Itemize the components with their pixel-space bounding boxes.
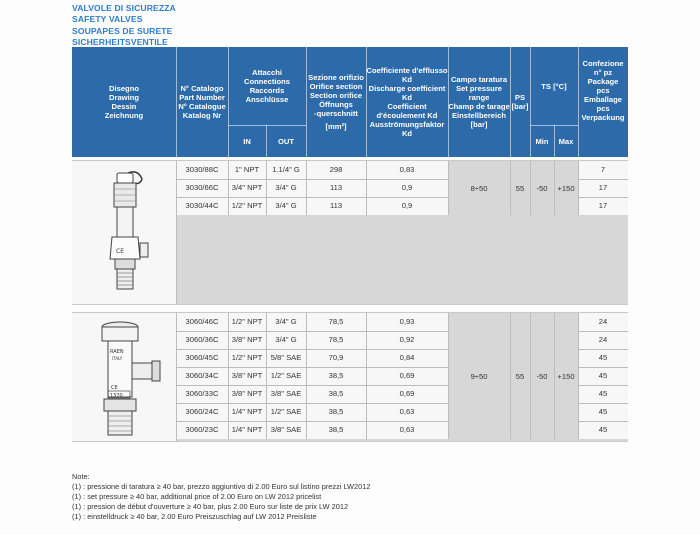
header-drawing: Disegno Drawing Dessin Zeichnung — [104, 84, 144, 120]
title-fr: SOUPAPES DE SURETE — [72, 25, 173, 36]
cell-in: 3/8" NPT — [231, 335, 263, 344]
title-en: SAFETY VALVES — [72, 14, 143, 25]
cell-code: 3030/88C — [185, 165, 219, 174]
cell-orifice: 78,5 — [328, 317, 344, 326]
cell-orifice: 78,5 — [328, 335, 344, 344]
header-in: IN — [243, 136, 251, 146]
cell-out: 3/4" G — [275, 335, 297, 344]
cell-orifice: 113 — [329, 201, 343, 210]
page-titles — [72, 3, 176, 48]
cell-orifice: 38,5 — [328, 407, 344, 416]
cell-code: 3060/24C — [185, 407, 219, 416]
svg-text:ITALY: ITALY — [112, 356, 123, 361]
cell-pack: 45 — [598, 407, 608, 416]
notes-title: Note: — [72, 472, 90, 481]
merged-ps: 55 — [515, 371, 525, 381]
merged-max: +150 — [557, 183, 575, 193]
valve-3030-drawing — [100, 169, 152, 297]
ce-mark: CE — [116, 248, 124, 255]
merged-pressure: 9÷50 — [470, 371, 488, 381]
cell-pack: 7 — [600, 165, 606, 174]
cell-in: 1/2" NPT — [231, 353, 263, 362]
group-3060 — [72, 312, 628, 442]
cell-orifice: 70,9 — [328, 353, 344, 362]
cell-in: 1/4" NPT — [231, 425, 263, 434]
cell-in: 3/4" NPT — [231, 183, 263, 192]
merged-max: +150 — [557, 371, 575, 381]
cell-out: 1.1/4" G — [272, 165, 300, 174]
cell-kd: 0,69 — [399, 389, 415, 398]
cell-kd: 0,63 — [399, 407, 415, 416]
cell-orifice: 38,5 — [328, 371, 344, 380]
cell-code: 3030/44C — [185, 201, 219, 210]
cell-out: 3/8" SAE — [270, 425, 302, 434]
cell-pack: 45 — [598, 371, 608, 380]
table-header — [72, 47, 628, 157]
cell-pack: 45 — [598, 389, 608, 398]
merged-min: -50 — [536, 183, 548, 193]
cell-in: 3/8" NPT — [231, 389, 263, 398]
cell-out: 3/4" G — [275, 201, 297, 210]
cell-in: 1/2" NPT — [231, 201, 263, 210]
valve-3060-drawing — [86, 317, 166, 439]
header-min: Min — [535, 136, 549, 146]
cell-kd: 0,63 — [399, 425, 415, 434]
cell-pack: 45 — [598, 425, 608, 434]
header-kd: Coefficiente d'efflusso Kd Discharge coefficient Kd Coefficient d'écoulement Kd Ausströmungsfaktor Kd — [366, 66, 448, 138]
header-pack: Confezione n° pz Package pcs Emballage pcs Verpackung — [581, 59, 625, 122]
cell-out: 3/4" G — [275, 317, 297, 326]
note-line: (1) : set pressure ≥ 40 bar, additional price of 2.00 Euro on LW 2012 pricelist — [72, 492, 322, 501]
header-ts: TS [°C] — [541, 81, 567, 91]
cell-in: 1" NPT — [234, 165, 260, 174]
title-it: VALVOLE DI SICUREZZA — [72, 3, 176, 13]
group-3030 — [72, 160, 628, 305]
cell-orifice: 298 — [329, 165, 343, 174]
cell-in: 3/8" NPT — [231, 371, 263, 380]
cell-out: 1/2" SAE — [270, 407, 302, 416]
merged-min: -50 — [536, 371, 548, 381]
cell-kd: 0,93 — [399, 317, 415, 326]
note-line: (1) : pressione di taratura ≥ 40 bar, prezzo aggiuntivo di 2.00 Euro sul listino prezzi LW2012 — [72, 482, 371, 491]
cell-code: 3060/36C — [185, 335, 219, 344]
cell-code: 3060/34C — [185, 371, 219, 380]
cell-in: 1/2" NPT — [231, 317, 263, 326]
note-line: (1) : einstelldruck ≥ 40 bar, 2.00 Euro Preiszuschlag auf LW 2012 Preisliste — [72, 512, 317, 521]
cell-pack: 17 — [598, 201, 608, 210]
merged-pressure: 8÷50 — [470, 183, 488, 193]
ce-mark-2: CE — [111, 385, 118, 391]
cell-out: 1/2" SAE — [270, 371, 302, 380]
cell-orifice: 113 — [329, 183, 343, 192]
cell-out: 3/4" G — [275, 183, 297, 192]
title-de: SICHERHEITSVENTILE — [72, 36, 168, 47]
header-max: Max — [558, 136, 574, 146]
cell-out: 5/8" SAE — [270, 353, 302, 362]
svg-text:1370: 1370 — [110, 393, 123, 399]
cell-pack: 45 — [598, 353, 608, 362]
cell-pack: 17 — [598, 183, 608, 192]
cell-kd: 0,83 — [399, 165, 415, 174]
cell-in: 1/4" NPT — [231, 407, 263, 416]
cell-kd: 0,92 — [399, 335, 415, 344]
cell-code: 3060/46C — [185, 317, 219, 326]
cell-kd: 0,84 — [399, 353, 415, 362]
cell-kd: 0,9 — [401, 201, 413, 210]
cell-orifice: 38,5 — [328, 389, 344, 398]
merged-ps: 55 — [515, 183, 525, 193]
cell-kd: 0,9 — [401, 183, 413, 192]
cell-code: 3060/45C — [185, 353, 219, 362]
header-catalogue: N° Catalogo Part Number N° Catalogue Katalog Nr — [178, 84, 226, 120]
header-orifice: Sezione orifizio Orifice section Section orifice Öffnungs -querschnitt [mm²] — [308, 73, 364, 131]
cell-code: 3060/23C — [185, 425, 219, 434]
cell-pack: 24 — [598, 335, 608, 344]
cell-out: 3/8" SAE — [270, 389, 302, 398]
cell-orifice: 38,5 — [328, 425, 344, 434]
cell-code: 3060/33C — [185, 389, 219, 398]
header-connections: Attacchi Connections Raccords Anschlüsse — [244, 68, 290, 104]
header-ps: PS [bar] — [511, 93, 529, 111]
note-line: (1) : pression de début d'ouverture ≥ 40 bar, plus 2.00 Euro sur liste de prix LW 2012 — [72, 502, 349, 511]
cell-code: 3030/66C — [185, 183, 219, 192]
brand-mark: RAEN — [110, 349, 124, 355]
header-out: OUT — [277, 136, 295, 146]
notes — [72, 472, 370, 522]
cell-pack: 24 — [598, 317, 608, 326]
cell-kd: 0,69 — [399, 371, 415, 380]
header-pressure: Campo taratura Set pressure range Champ de tarage Einstellbereich [bar] — [448, 75, 510, 129]
